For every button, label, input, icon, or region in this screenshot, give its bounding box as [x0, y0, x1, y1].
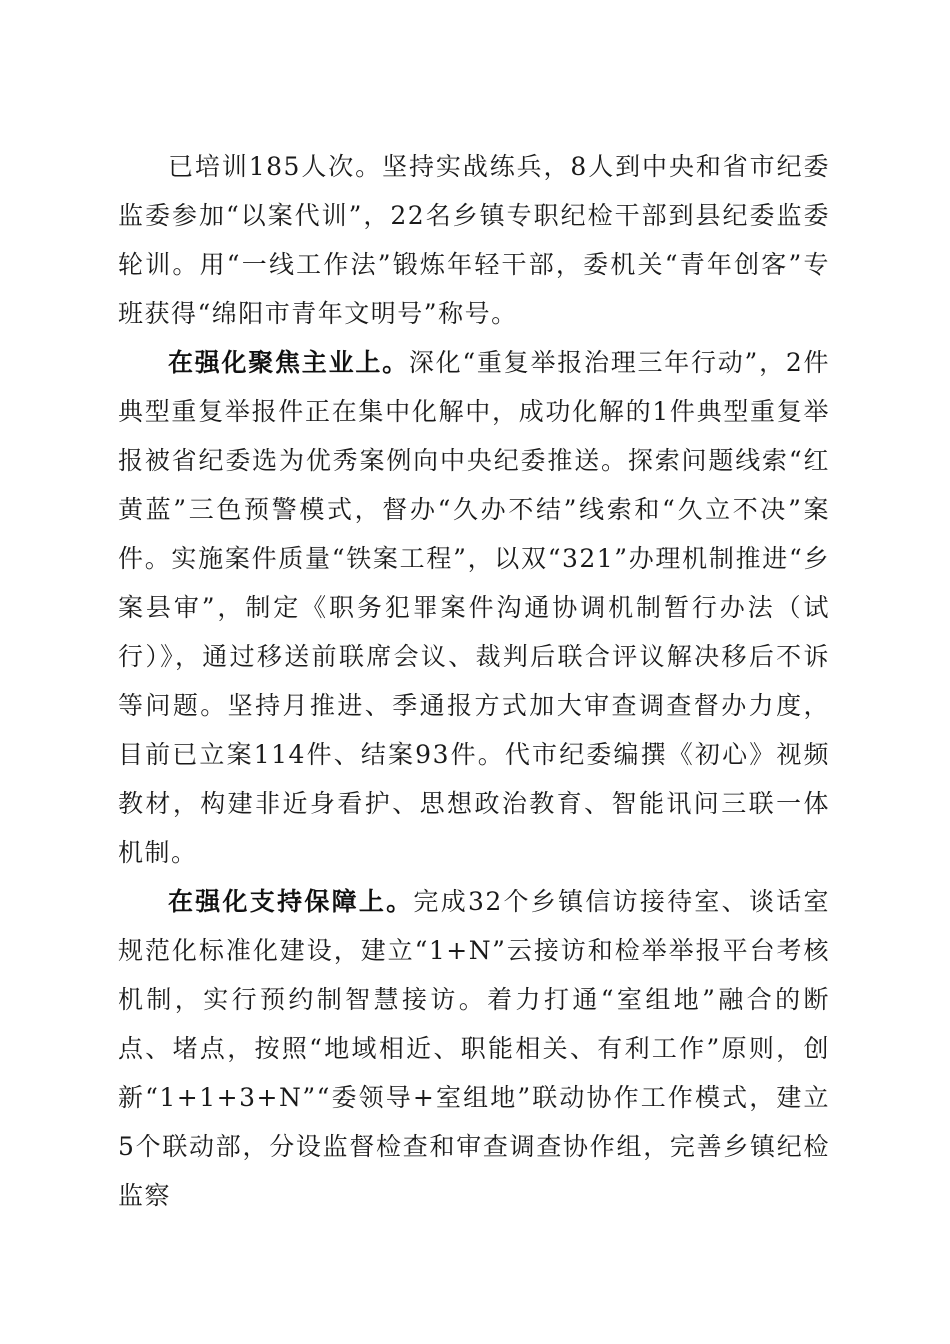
- paragraph-support: [118, 877, 830, 1220]
- paragraph-training: [118, 142, 830, 338]
- paragraph-support-heading: 在强化支持保障上。: [168, 887, 414, 916]
- paragraph-support-text: 完成32个乡镇信访接待室、谈话室规范化标准化建设，建立“1+N”云接访和检举举报平台考核机制，实行预约制智慧接访。着力打通“室组地”融合的断点、堵点，按照“地域相近、职能相关、有利工作”原则，创新“1+1+3+N”“委领导+室组地”联动协作工作模式，建立5个联动部，分设监督检查和审查调查协作组，完善乡镇纪检监察: [118, 887, 830, 1210]
- paragraph-core-business: [118, 338, 830, 877]
- paragraph-core-business-text: 深化“重复举报治理三年行动”，2件典型重复举报件正在集中化解中，成功化解的1件典型重复举报被省纪委选为优秀案例向中央纪委推送。探索问题线索“红黄蓝”三色预警模式，督办“久办不结”线索和“久立不决”案件。实施案件质量“铁案工程”，以双“321”办理机制推进“乡案县审”，制定《职务犯罪案件沟通协调机制暂行办法（试行）》，通过移送前联席会议、裁判后联合评议解决移后不诉等问题。坚持月推进、季通报方式加大审查调查督办力度，目前已立案114件、结案93件。代市纪委编撰《初心》视频教材，构建非近身看护、思想政治教育、智能讯问三联一体机制。: [118, 348, 830, 867]
- paragraph-training-text: 已培训185人次。坚持实战练兵，8人到中央和省市纪委监委参加“以案代训”，22名乡镇专职纪检干部到县纪委监委轮训。用“一线工作法”锻炼年轻干部，委机关“青年创客”专班获得“绵阳市青年文明号”称号。: [118, 152, 830, 328]
- paragraph-core-business-heading: 在强化聚焦主业上。: [168, 348, 409, 377]
- document-body: [118, 142, 830, 1220]
